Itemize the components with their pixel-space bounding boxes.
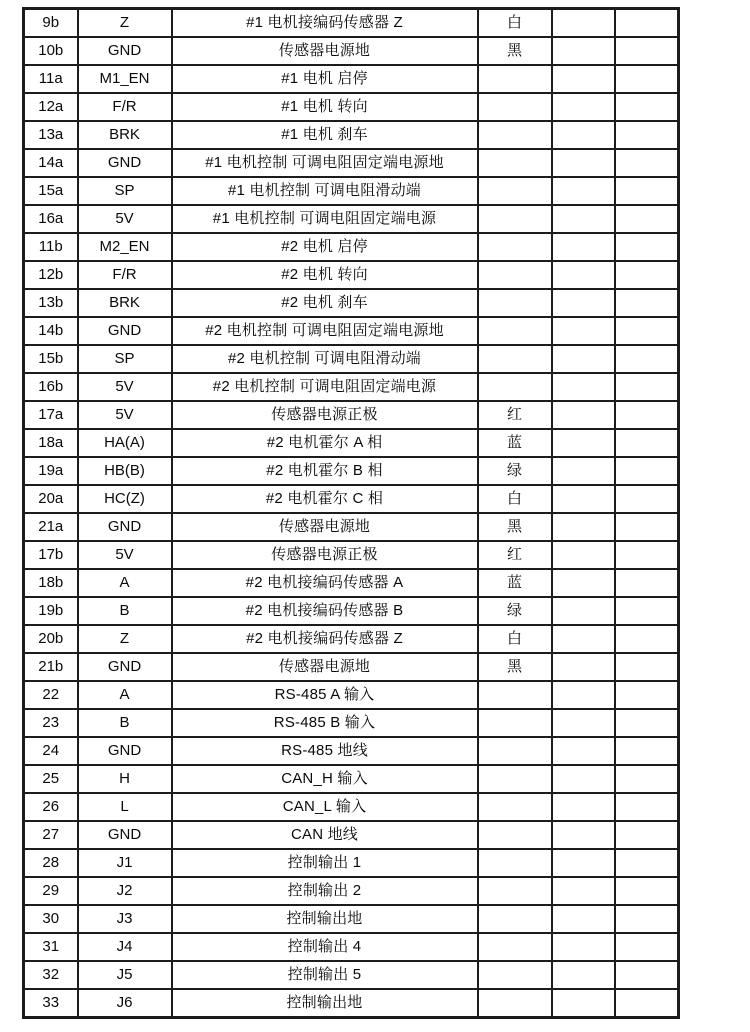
signal-description-cell: RS-485 地线 — [172, 737, 478, 765]
table-row — [24, 597, 679, 625]
pin-id-cell: 26 — [24, 793, 78, 821]
blank-cell — [552, 681, 615, 709]
table-row — [24, 205, 679, 233]
pin-id-cell: 11b — [24, 233, 78, 261]
blank-cell — [552, 737, 615, 765]
signal-name-cell: B — [78, 709, 172, 737]
blank-cell — [615, 457, 679, 485]
blank-cell — [552, 793, 615, 821]
table-row — [24, 37, 679, 65]
wire-color-cell — [478, 373, 552, 401]
pin-id-cell: 14b — [24, 317, 78, 345]
wire-color-cell — [478, 905, 552, 933]
pin-id-cell: 13b — [24, 289, 78, 317]
wire-color-cell: 红 — [478, 401, 552, 429]
blank-cell — [615, 709, 679, 737]
blank-cell — [615, 877, 679, 905]
pin-id-cell: 18a — [24, 429, 78, 457]
signal-description-cell: RS-485 A 输入 — [172, 681, 478, 709]
signal-name-cell: F/R — [78, 93, 172, 121]
signal-description-cell: RS-485 B 输入 — [172, 709, 478, 737]
signal-description-cell: #1 电机控制 可调电阻固定端电源地 — [172, 149, 478, 177]
table-row — [24, 429, 679, 457]
pin-id-cell: 33 — [24, 989, 78, 1018]
pin-id-cell: 12a — [24, 93, 78, 121]
blank-cell — [552, 373, 615, 401]
signal-name-cell: M2_EN — [78, 233, 172, 261]
table-row — [24, 681, 679, 709]
blank-cell — [552, 317, 615, 345]
pin-definition-table — [22, 7, 680, 1019]
table-row — [24, 513, 679, 541]
blank-cell — [615, 9, 679, 38]
table-row — [24, 905, 679, 933]
blank-cell — [552, 485, 615, 513]
blank-cell — [615, 933, 679, 961]
wire-color-cell: 黑 — [478, 513, 552, 541]
blank-cell — [552, 9, 615, 38]
blank-cell — [552, 513, 615, 541]
signal-name-cell: GND — [78, 821, 172, 849]
table-row — [24, 289, 679, 317]
wire-color-cell — [478, 233, 552, 261]
blank-cell — [552, 457, 615, 485]
blank-cell — [615, 681, 679, 709]
wire-color-cell — [478, 933, 552, 961]
wire-color-cell — [478, 121, 552, 149]
pin-id-cell: 14a — [24, 149, 78, 177]
blank-cell — [552, 429, 615, 457]
signal-name-cell: M1_EN — [78, 65, 172, 93]
signal-name-cell: 5V — [78, 541, 172, 569]
blank-cell — [615, 37, 679, 65]
blank-cell — [615, 821, 679, 849]
blank-cell — [552, 933, 615, 961]
blank-cell — [552, 233, 615, 261]
blank-cell — [552, 65, 615, 93]
pin-id-cell: 9b — [24, 9, 78, 38]
signal-description-cell: #2 电机 转向 — [172, 261, 478, 289]
blank-cell — [552, 597, 615, 625]
signal-name-cell: L — [78, 793, 172, 821]
blank-cell — [552, 877, 615, 905]
wire-color-cell — [478, 345, 552, 373]
wire-color-cell — [478, 765, 552, 793]
table-row — [24, 345, 679, 373]
wire-color-cell: 白 — [478, 625, 552, 653]
pin-id-cell: 13a — [24, 121, 78, 149]
blank-cell — [552, 401, 615, 429]
table-row — [24, 989, 679, 1018]
wire-color-cell — [478, 821, 552, 849]
signal-name-cell: A — [78, 569, 172, 597]
table-row — [24, 821, 679, 849]
blank-cell — [615, 177, 679, 205]
signal-description-cell: #2 电机霍尔 B 相 — [172, 457, 478, 485]
blank-cell — [615, 205, 679, 233]
pin-id-cell: 32 — [24, 961, 78, 989]
table-row — [24, 93, 679, 121]
signal-description-cell: CAN_L 输入 — [172, 793, 478, 821]
pin-id-cell: 17a — [24, 401, 78, 429]
blank-cell — [552, 121, 615, 149]
wire-color-cell — [478, 289, 552, 317]
signal-description-cell: #2 电机 启停 — [172, 233, 478, 261]
signal-name-cell: GND — [78, 149, 172, 177]
pin-id-cell: 19b — [24, 597, 78, 625]
signal-description-cell: #2 电机接编码传感器 B — [172, 597, 478, 625]
blank-cell — [615, 989, 679, 1018]
signal-name-cell: A — [78, 681, 172, 709]
wire-color-cell: 红 — [478, 541, 552, 569]
signal-name-cell: F/R — [78, 261, 172, 289]
blank-cell — [552, 289, 615, 317]
blank-cell — [552, 261, 615, 289]
signal-name-cell: J4 — [78, 933, 172, 961]
blank-cell — [615, 541, 679, 569]
blank-cell — [615, 149, 679, 177]
table-row — [24, 485, 679, 513]
signal-description-cell: #2 电机接编码传感器 Z — [172, 625, 478, 653]
blank-cell — [615, 233, 679, 261]
signal-name-cell: GND — [78, 37, 172, 65]
blank-cell — [552, 149, 615, 177]
signal-description-cell: 传感器电源地 — [172, 37, 478, 65]
table-row — [24, 9, 679, 38]
table-row — [24, 401, 679, 429]
blank-cell — [615, 401, 679, 429]
signal-description-cell: 传感器电源地 — [172, 513, 478, 541]
blank-cell — [552, 37, 615, 65]
signal-description-cell: #2 电机控制 可调电阻固定端电源 — [172, 373, 478, 401]
blank-cell — [552, 849, 615, 877]
signal-description-cell: CAN_H 输入 — [172, 765, 478, 793]
pin-id-cell: 23 — [24, 709, 78, 737]
signal-name-cell: 5V — [78, 205, 172, 233]
wire-color-cell: 绿 — [478, 597, 552, 625]
blank-cell — [552, 93, 615, 121]
pin-id-cell: 16a — [24, 205, 78, 233]
signal-name-cell: BRK — [78, 121, 172, 149]
pin-id-cell: 28 — [24, 849, 78, 877]
pin-id-cell: 19a — [24, 457, 78, 485]
blank-cell — [615, 737, 679, 765]
wire-color-cell — [478, 877, 552, 905]
blank-cell — [615, 569, 679, 597]
signal-description-cell: #2 电机霍尔 C 相 — [172, 485, 478, 513]
signal-name-cell: J1 — [78, 849, 172, 877]
pin-id-cell: 31 — [24, 933, 78, 961]
blank-cell — [615, 485, 679, 513]
signal-description-cell: #2 电机接编码传感器 A — [172, 569, 478, 597]
pin-id-cell: 20b — [24, 625, 78, 653]
blank-cell — [615, 261, 679, 289]
wire-color-cell — [478, 849, 552, 877]
table-row — [24, 177, 679, 205]
blank-cell — [552, 345, 615, 373]
blank-cell — [552, 905, 615, 933]
pin-id-cell: 15b — [24, 345, 78, 373]
signal-name-cell: J2 — [78, 877, 172, 905]
signal-name-cell: HB(B) — [78, 457, 172, 485]
blank-cell — [615, 625, 679, 653]
table-row — [24, 625, 679, 653]
blank-cell — [615, 345, 679, 373]
wire-color-cell — [478, 709, 552, 737]
signal-description-cell: #2 电机控制 可调电阻固定端电源地 — [172, 317, 478, 345]
signal-description-cell: 控制输出 4 — [172, 933, 478, 961]
blank-cell — [615, 93, 679, 121]
pin-id-cell: 17b — [24, 541, 78, 569]
signal-description-cell: #1 电机 启停 — [172, 65, 478, 93]
table-row — [24, 653, 679, 681]
blank-cell — [552, 989, 615, 1018]
signal-description-cell: #1 电机控制 可调电阻滑动端 — [172, 177, 478, 205]
blank-cell — [615, 121, 679, 149]
signal-name-cell: J3 — [78, 905, 172, 933]
pin-id-cell: 22 — [24, 681, 78, 709]
blank-cell — [615, 653, 679, 681]
wire-color-cell: 白 — [478, 485, 552, 513]
blank-cell — [615, 65, 679, 93]
blank-cell — [552, 205, 615, 233]
signal-name-cell: GND — [78, 317, 172, 345]
pin-id-cell: 30 — [24, 905, 78, 933]
table-row — [24, 737, 679, 765]
wire-color-cell: 白 — [478, 9, 552, 38]
table-row — [24, 793, 679, 821]
signal-name-cell: 5V — [78, 373, 172, 401]
pin-id-cell: 11a — [24, 65, 78, 93]
table-row — [24, 121, 679, 149]
pin-id-cell: 16b — [24, 373, 78, 401]
pin-id-cell: 27 — [24, 821, 78, 849]
table-row — [24, 261, 679, 289]
wire-color-cell: 绿 — [478, 457, 552, 485]
signal-description-cell: #2 电机控制 可调电阻滑动端 — [172, 345, 478, 373]
signal-description-cell: #1 电机 转向 — [172, 93, 478, 121]
signal-description-cell: #2 电机霍尔 A 相 — [172, 429, 478, 457]
wire-color-cell — [478, 205, 552, 233]
blank-cell — [615, 513, 679, 541]
pin-id-cell: 21a — [24, 513, 78, 541]
table-row — [24, 233, 679, 261]
wire-color-cell — [478, 961, 552, 989]
blank-cell — [615, 905, 679, 933]
signal-name-cell: BRK — [78, 289, 172, 317]
blank-cell — [552, 541, 615, 569]
wire-color-cell — [478, 261, 552, 289]
signal-name-cell: 5V — [78, 401, 172, 429]
table-row — [24, 765, 679, 793]
signal-description-cell: 控制输出地 — [172, 905, 478, 933]
wire-color-cell: 蓝 — [478, 569, 552, 597]
blank-cell — [552, 821, 615, 849]
signal-description-cell: 传感器电源正极 — [172, 541, 478, 569]
signal-name-cell: B — [78, 597, 172, 625]
wire-color-cell: 黑 — [478, 37, 552, 65]
signal-name-cell: SP — [78, 345, 172, 373]
signal-name-cell: SP — [78, 177, 172, 205]
signal-description-cell: #2 电机 刹车 — [172, 289, 478, 317]
pin-id-cell: 10b — [24, 37, 78, 65]
signal-name-cell: HC(Z) — [78, 485, 172, 513]
pin-id-cell: 24 — [24, 737, 78, 765]
signal-name-cell: GND — [78, 653, 172, 681]
wire-color-cell — [478, 65, 552, 93]
blank-cell — [615, 849, 679, 877]
pin-id-cell: 18b — [24, 569, 78, 597]
table-row — [24, 541, 679, 569]
signal-description-cell: #1 电机接编码传感器 Z — [172, 9, 478, 38]
signal-name-cell: Z — [78, 625, 172, 653]
wire-color-cell: 蓝 — [478, 429, 552, 457]
blank-cell — [615, 597, 679, 625]
blank-cell — [552, 709, 615, 737]
blank-cell — [552, 653, 615, 681]
signal-name-cell: HA(A) — [78, 429, 172, 457]
blank-cell — [615, 961, 679, 989]
blank-cell — [552, 177, 615, 205]
signal-description-cell: CAN 地线 — [172, 821, 478, 849]
wire-color-cell — [478, 793, 552, 821]
table-row — [24, 373, 679, 401]
pin-table-body — [24, 9, 679, 1018]
signal-name-cell: H — [78, 765, 172, 793]
table-row — [24, 849, 679, 877]
pin-id-cell: 20a — [24, 485, 78, 513]
pin-id-cell: 29 — [24, 877, 78, 905]
signal-description-cell: #1 电机控制 可调电阻固定端电源 — [172, 205, 478, 233]
blank-cell — [615, 289, 679, 317]
blank-cell — [552, 765, 615, 793]
signal-name-cell: J6 — [78, 989, 172, 1018]
table-row — [24, 457, 679, 485]
signal-description-cell: #1 电机 刹车 — [172, 121, 478, 149]
signal-name-cell: GND — [78, 513, 172, 541]
signal-description-cell: 传感器电源正极 — [172, 401, 478, 429]
table-row — [24, 933, 679, 961]
blank-cell — [615, 429, 679, 457]
blank-cell — [552, 961, 615, 989]
pin-id-cell: 12b — [24, 261, 78, 289]
table-row — [24, 149, 679, 177]
table-row — [24, 65, 679, 93]
wire-color-cell — [478, 989, 552, 1018]
signal-name-cell: J5 — [78, 961, 172, 989]
wire-color-cell — [478, 317, 552, 345]
wire-color-cell: 黑 — [478, 653, 552, 681]
blank-cell — [552, 625, 615, 653]
signal-name-cell: Z — [78, 9, 172, 38]
table-row — [24, 709, 679, 737]
table-row — [24, 317, 679, 345]
blank-cell — [615, 765, 679, 793]
blank-cell — [552, 569, 615, 597]
pin-id-cell: 25 — [24, 765, 78, 793]
wire-color-cell — [478, 681, 552, 709]
signal-description-cell: 控制输出 2 — [172, 877, 478, 905]
signal-description-cell: 传感器电源地 — [172, 653, 478, 681]
signal-description-cell: 控制输出 1 — [172, 849, 478, 877]
blank-cell — [615, 373, 679, 401]
table-row — [24, 877, 679, 905]
blank-cell — [615, 793, 679, 821]
wire-color-cell — [478, 93, 552, 121]
pin-id-cell: 21b — [24, 653, 78, 681]
signal-name-cell: GND — [78, 737, 172, 765]
pin-id-cell: 15a — [24, 177, 78, 205]
signal-description-cell: 控制输出 5 — [172, 961, 478, 989]
signal-description-cell: 控制输出地 — [172, 989, 478, 1018]
blank-cell — [615, 317, 679, 345]
wire-color-cell — [478, 149, 552, 177]
wire-color-cell — [478, 737, 552, 765]
table-row — [24, 961, 679, 989]
table-row — [24, 569, 679, 597]
wire-color-cell — [478, 177, 552, 205]
